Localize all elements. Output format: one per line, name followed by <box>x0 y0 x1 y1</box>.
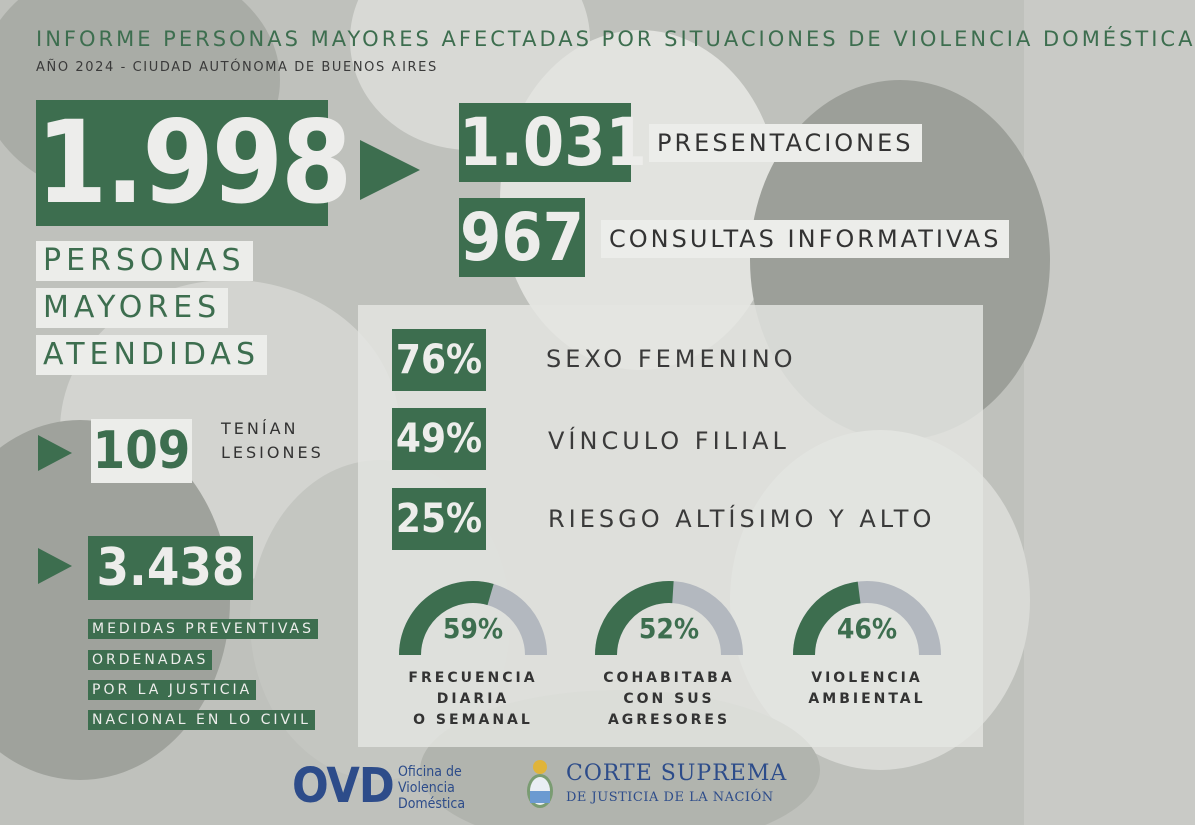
ovd-name <box>398 764 465 812</box>
gauge-label <box>594 668 744 731</box>
gauge-value: 59% <box>442 612 504 645</box>
arrow-right-icon <box>360 140 420 200</box>
gauge-value: 52% <box>638 612 700 645</box>
consultas-count: 967 <box>460 199 584 276</box>
presentaciones-label: PRESENTACIONES <box>649 124 922 162</box>
medidas-label-line: NACIONAL EN LO CIVIL <box>88 710 315 730</box>
ovd-name-line: Violencia <box>398 780 455 796</box>
presentaciones-count: 1.031 <box>459 104 647 181</box>
total-label-line: MAYORES <box>36 288 228 328</box>
stat-label: SEXO FEMENINO <box>546 345 797 373</box>
gauge-label-line: CON SUS <box>623 691 715 707</box>
total-label-line: PERSONAS <box>36 241 253 281</box>
medidas-label-line: MEDIDAS PREVENTIVAS <box>88 619 318 639</box>
stat-label: VÍNCULO FILIAL <box>548 427 790 455</box>
stat-value: 49% <box>392 408 486 470</box>
lesiones-label-line: TENÍAN <box>221 419 299 438</box>
stat-value: 25% <box>392 488 486 550</box>
gauge-value: 46% <box>836 612 898 645</box>
lesiones-label <box>221 417 324 465</box>
consultas-label: CONSULTAS INFORMATIVAS <box>601 220 1009 258</box>
gauge-label-line: AMBIENTAL <box>808 691 926 707</box>
lesiones-count: 109 <box>92 421 191 481</box>
csn-name-line1: CORTE SUPREMA <box>566 761 788 786</box>
medidas-count: 3.438 <box>88 536 253 600</box>
arrow-right-icon <box>38 435 72 471</box>
report-subtitle: AÑO 2024 - CIUDAD AUTÓNOMA DE BUENOS AIRES <box>36 60 438 75</box>
medidas-label-line: POR LA JUSTICIA <box>88 680 256 700</box>
argentina-coat-of-arms-icon <box>522 757 558 813</box>
total-label-line: ATENDIDAS <box>36 335 267 375</box>
gauge-label-line: VIOLENCIA <box>811 670 923 686</box>
ovd-logo: OVD <box>292 758 394 814</box>
report-title: INFORME PERSONAS MAYORES AFECTADAS POR SITUACIONES DE VIOLENCIA DOMÉSTICA <box>36 27 1195 51</box>
gauge-label-line: DIARIA <box>436 691 510 707</box>
ovd-name-line: Oficina de <box>398 764 462 780</box>
gauge-label-line: FRECUENCIA <box>408 670 538 686</box>
arrow-right-icon <box>38 548 72 584</box>
gauge-label <box>792 668 942 710</box>
stat-value: 76% <box>392 329 486 391</box>
gauge-label-line: AGRESORES <box>607 712 731 728</box>
stat-label: RIESGO ALTÍSIMO Y ALTO <box>548 505 936 533</box>
gauge-label <box>398 668 548 731</box>
lesiones-label-line: LESIONES <box>221 443 324 462</box>
gauge-label-line: COHABITABA <box>603 670 735 686</box>
total-count: 1.998 <box>36 96 351 229</box>
gauge-label-line: O SEMANAL <box>413 712 533 728</box>
ovd-name-line: Doméstica <box>398 796 466 812</box>
csn-name-line2: DE JUSTICIA DE LA NACIÓN <box>566 790 774 805</box>
medidas-label-line: ORDENADAS <box>88 650 212 670</box>
